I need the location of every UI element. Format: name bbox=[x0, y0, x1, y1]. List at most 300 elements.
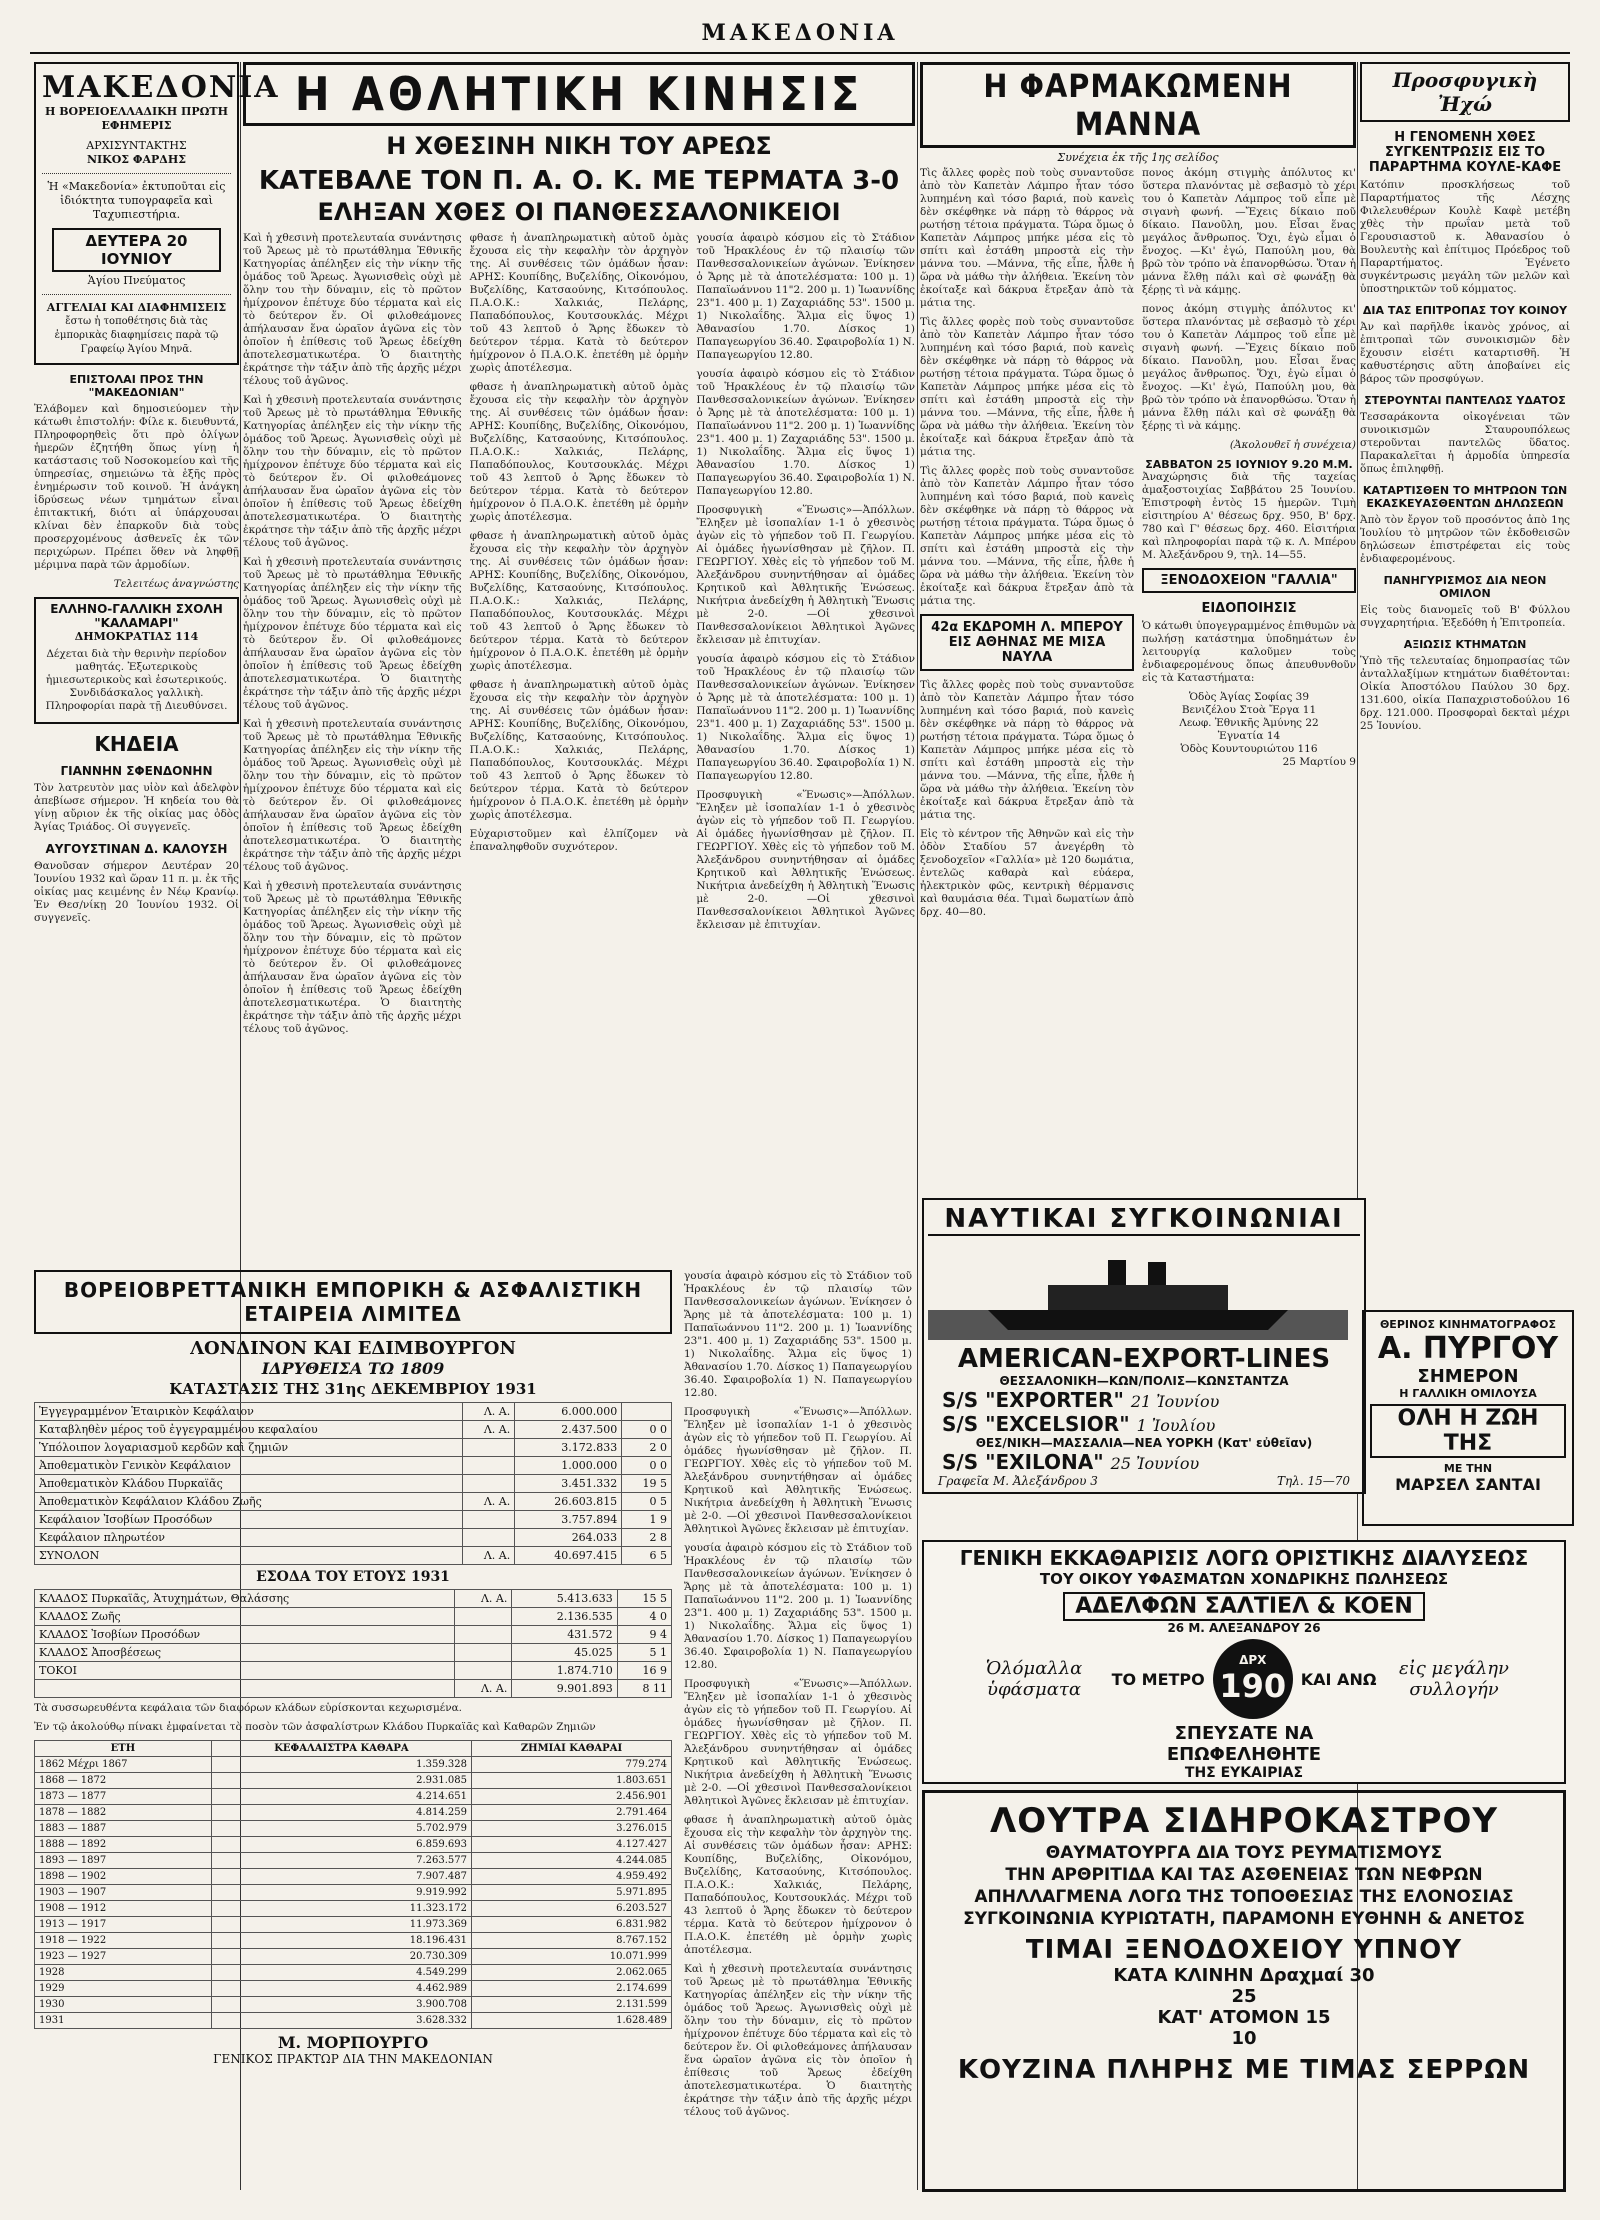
ship-date: 1 Ἰουλίου bbox=[1136, 1416, 1216, 1435]
insurance-state: ΚΑΤΑΣΤΑΣΙΣ ΤΗΣ 31ης ΔΕΚΕΜΒΡΙΟΥ 1931 bbox=[169, 1380, 537, 1398]
ship-funnel bbox=[1108, 1260, 1126, 1285]
sale-firm: ΑΔΕΛΦΩΝ ΣΑΛΤΙΕΛ & ΚΟΕΝ bbox=[1063, 1592, 1425, 1621]
editor-name: ΝΙΚΟΣ ΦΑΡΔΗΣ bbox=[86, 153, 187, 166]
table-cell: 1862 Μέχρι 1867 bbox=[35, 1757, 212, 1773]
table-cell: 5.971.895 bbox=[471, 1885, 671, 1901]
insurance-subtitle: ΛΟΝΔΙΝΟΝ ΚΑΙ ΕΔΙΜΒΟΥΡΓΟΝ bbox=[190, 1338, 516, 1359]
table-cell: Λ. Α. bbox=[462, 1421, 515, 1439]
table-row bbox=[35, 1529, 672, 1547]
table-cell: 2.062.065 bbox=[471, 1965, 671, 1981]
column-rule bbox=[917, 62, 918, 2190]
ship-funnel bbox=[1148, 1262, 1166, 1285]
table-cell bbox=[455, 1626, 512, 1644]
table-cell: 1928 bbox=[35, 1965, 212, 1981]
notice-address: Ὁδὸς Κουντουριώτου 116 bbox=[1180, 743, 1318, 755]
notice-title: ΕΙΔΟΠΟΙΗΣΙΣ bbox=[1201, 601, 1297, 616]
table-cell: 4.214.651 bbox=[211, 1789, 471, 1805]
school-title: ΕΛΛΗΝΟ-ΓΑΛΛΙΚΗ ΣΧΟΛΗ "ΚΑΛΑΜΑΡΙ" bbox=[50, 602, 223, 630]
serial-col bbox=[920, 167, 1134, 925]
serial-text: Τὶς ἄλλες φορὲς ποὺ τοὺς συναντοῦσε ἀπὸ τὸν Καπετὰν Λάμπρο ἦταν τόσο λυπημένη καὶ τόσο βαριά, ποὺ κανεὶς δὲν σκέφθηκε νὰ πάρῃ τὸ θάρρος νὰ ρωτήσῃ τέτοια πράγματα. Τώρα ὅμως ὁ Καπετὰν Λάμπρος μπήκε μέσα εἰς τὸ σπίτι καὶ ἐστάθη μπροστὰ εἰς τὴν μάννα του. —Μάννα, τῆς εἶπε, ἦλθε ἡ ὥρα νὰ μάθω τὴν ἀλήθεια. Ἐκείνη τὸν ἐκοίταξε καὶ δάκρυα ἔτρεξαν ἀπὸ τὰ μάτια της. bbox=[920, 465, 1134, 607]
cinema-film: ΟΛΗ Η ΖΩΗ ΤΗΣ bbox=[1370, 1404, 1566, 1458]
school-text: Δέχεται διὰ τὴν θερινὴν περίοδον μαθητάς. Ἐξωτερικοὺς ἡμιεσωτερικοὺς καὶ ἐσωτερικούς. Συνδιδάσκαλος γαλλικὴ. Πληροφορίαι παρὰ τῇ Διευθύνσει. bbox=[45, 648, 228, 712]
table-cell: ΚΛΑΔΟΣ Ζωῆς bbox=[35, 1608, 455, 1626]
ads-text: ἔστω ἡ τοποθέτησις διὰ τὰς ἐμπορικὰς διαφημίσεις παρὰ τῷ Γραφείῳ Ἁγίου Μηνᾶ. bbox=[54, 316, 219, 355]
table-cell: 1929 bbox=[35, 1981, 212, 1997]
table-row bbox=[35, 1821, 672, 1837]
ads-title: ΑΓΓΕΛΙΑΙ ΚΑΙ ΔΙΑΦΗΜΙΣΕΙΣ bbox=[46, 301, 227, 314]
notice-text: Ὁ κάτωθι ὑπογεγραμμένος ἐπιθυμῶν νὰ πωλήσῃ κατάστημα ὑποδημάτων ἐν λειτουργίᾳ καλοῦμεν τοὺς ἐνδιαφερομένους ὅπως ἀπευθυνθοῦν εἰς τὰ Καταστήματα: bbox=[1142, 620, 1356, 684]
column-header: Προσφυγικὴ Ἠχώ bbox=[1360, 62, 1570, 122]
table-row bbox=[35, 1475, 672, 1493]
sports-text: Εὐχαριστοῦμεν καὶ ἐλπίζομεν νὰ ἐπαναληφθοῦν συχνότερον. bbox=[469, 828, 689, 853]
table-cell: 9 4 bbox=[617, 1626, 671, 1644]
table-row bbox=[35, 1949, 672, 1965]
table-cell: 3.172.833 bbox=[515, 1439, 622, 1457]
article-heading: Η ΓΕΝΟΜΕΝΗ ΧΘΕΣ ΣΥΓΚΕΝΤΡΩΣΙΣ ΕΙΣ ΤΟ ΠΑΡΑΡΤΗΜΑ ΚΟΥΛΕ-ΚΑΦΕ bbox=[1368, 130, 1562, 175]
table-cell: 1868 — 1872 bbox=[35, 1773, 212, 1789]
table-row bbox=[35, 1626, 672, 1644]
table-cell: 1918 — 1922 bbox=[35, 1933, 212, 1949]
sports-col bbox=[696, 232, 915, 1042]
income-table bbox=[34, 1589, 672, 1698]
print-notice: Ἡ «Μακεδονία» ἐκτυποῦται εἰς ἰδιόκτητα τυπογραφεῖα καὶ Ταχυπιεστήρια. bbox=[47, 180, 226, 221]
table-cell: Κεφάλαιον πληρωτέον bbox=[35, 1529, 463, 1547]
sports-text: Καὶ ἡ χθεσινὴ προτελευταία συνάντησις τοῦ Ἄρεως μὲ τὸ πρωτάθλημα Ἐθνικῆς Κατηγορίας ἀπέληξεν εἰς τὴν νίκην τῆς ὁμάδος τοῦ Ἄρεως. Ἀγωνισθεὶς οὐχὶ μὲ ὅλην του τὴν δύναμιν, εἰς τὸ πρῶτον ἡμίχρονον ἐπέτυχε δύο τέρματα καὶ εἰς τὸ δεύτερον ἕν. Οἱ φιλοθεάμονες ἀπήλαυσαν ἕνα ὡραῖον ἀγῶνα εἰς τὸν ὁποῖον ἡ ἐπίθεσις τοῦ Ἄρεως ἐδείχθη ἀποτελεσματικωτέρα. Ὁ διαιτητὴς ἐκράτησε τὴν τάξιν ἀπὸ τῆς ἀρχῆς μέχρι τέλους τοῦ ἀγῶνος. bbox=[243, 394, 462, 549]
table-row bbox=[35, 1590, 672, 1608]
balance-table bbox=[34, 1402, 672, 1565]
table-row bbox=[35, 1853, 672, 1869]
table-cell: 4.127.427 bbox=[471, 1837, 671, 1853]
table-row bbox=[35, 1608, 672, 1626]
spa-prices-title: ΤΙΜΑΙ ΞΕΝΟΔΟΧΕΙΟΥ ΥΠΝΟΥ bbox=[1025, 1935, 1463, 1965]
sports-headline: Η ΧΘΕΣΙΝΗ ΝΙΚΗ ΤΟΥ ΑΡΕΩΣ bbox=[386, 132, 772, 160]
cinema-with: ΜΕ ΤΗΝ bbox=[1443, 1462, 1493, 1475]
table-cell: 4.462.989 bbox=[211, 1981, 471, 1997]
price-amount: 30 bbox=[1349, 1965, 1375, 1986]
sports-banner: Η ΑΘΛΗΤΙΚΗ ΚΙΝΗΣΙΣ bbox=[243, 62, 915, 126]
table-cell: 15 5 bbox=[617, 1590, 671, 1608]
sports-text: γουσία ἀφαιρὸ κόσμου εἰς τὸ Στάδιον τοῦ Ἡρακλέους ἐν τῷ πλαισίῳ τῶν Πανθεσσαλονικείων ἀγώνων. Ἐνίκησεν ὁ Ἄρης μὲ τὰ ἀποτελέσματα: 100 μ. 1) Παπαϊωάννου 11"2. 200 μ. 1) Ἰωαννίδης 23"1. 400 μ. 1) Ζαχαριάδης 53". 1500 μ. 1) Νικολαΐδης. Ἅλμα εἰς ὕψος 1) Ἀθανασίου 1.70. Δίσκος 1) Παπαγεωργίου 36.40. Σφαιροβολία 1) Ν. Παπαγεωργίου 12.80. bbox=[684, 1270, 912, 1399]
price-currency: ΔΡΧ bbox=[1239, 1653, 1267, 1667]
sports-continuation bbox=[684, 1270, 912, 2190]
sports-text: Καὶ ἡ χθεσινὴ προτελευταία συνάντησις τοῦ Ἄρεως μὲ τὸ πρωτάθλημα Ἐθνικῆς Κατηγορίας ἀπέληξεν εἰς τὴν νίκην τῆς ὁμάδος τοῦ Ἄρεως. Ἀγωνισθεὶς οὐχὶ μὲ ὅλην του τὴν δύναμιν, εἰς τὸ πρῶτον ἡμίχρονον ἐπέτυχε δύο τέρματα καὶ εἰς τὸ δεύτερον ἕν. Οἱ φιλοθεάμονες ἀπήλαυσαν ἕνα ὡραῖον ἀγῶνα εἰς τὸν ὁποῖον ἡ ἐπίθεσις τοῦ Ἄρεως ἐδείχθη ἀποτελεσματικωτέρα. Ὁ διαιτητὴς ἐκράτησε τὴν τάξιν ἀπὸ τῆς ἀρχῆς μέχρι τέλους τοῦ ἀγῶνος. bbox=[243, 880, 462, 1035]
sale-price-row bbox=[924, 1639, 1564, 1719]
income-title: ΕΣΟΔΑ ΤΟΥ ΕΤΟΥΣ 1931 bbox=[256, 1569, 450, 1585]
school-address: ΔΗΜΟΚΡΑΤΙΑΣ 114 bbox=[74, 630, 199, 643]
column-header: ΕΤΗ bbox=[35, 1741, 212, 1757]
sports-col bbox=[243, 232, 462, 1042]
sale-cta: ΣΠΕΥΣΑΤΕ ΝΑ bbox=[1174, 1723, 1314, 1744]
serial-col bbox=[1142, 167, 1356, 925]
shipping-office: Γραφεῖα Μ. Ἀλεξάνδρου 3 bbox=[938, 1474, 1098, 1488]
price-amount: 10 bbox=[1231, 2028, 1257, 2049]
editor-label: ΑΡΧΙΣΥΝΤΑΚΤΗΣ bbox=[86, 139, 187, 152]
table-cell: 6.203.527 bbox=[471, 1901, 671, 1917]
school-ad bbox=[34, 597, 239, 724]
price-amount: 15 bbox=[1305, 2007, 1331, 2028]
table-cell: Λ. Α. bbox=[462, 1547, 515, 1565]
spa-title: ΛΟΥΤΡΑ ΣΙΔΗΡΟΚΑΣΤΡΟΥ bbox=[989, 1801, 1499, 1841]
excursion-ad bbox=[920, 614, 1134, 671]
top-rule bbox=[30, 52, 1570, 54]
ship-date: 21 Ἰουνίου bbox=[1130, 1392, 1220, 1411]
table-row bbox=[35, 1403, 672, 1421]
serial-sign: (Ἀκολουθεῖ ἡ συνέχεια) bbox=[1229, 439, 1356, 451]
table-cell: 779.274 bbox=[471, 1757, 671, 1773]
table-cell: 1903 — 1907 bbox=[35, 1885, 212, 1901]
serial-text: πονος ἀκόμη στιγμὴς ἀπόλυτος κι' ὕστερα πλανόντας μὲ σεβασμὸ τὸ χέρι του ὁ Καπετὰν Λάμπρος τοῦ εἶπε μὲ σιγανὴ φωνή. —Ἔχεις δίκαιο ποῦ δίκαιο. Πανοῦλη, μου. Εἶσαι ἕνας μεγάλος ἄνθρωπος. Ὅχι, ἐγὼ εἶμαι ὁ ἔνοχος. —Κι' ἐγώ, Παπούλη μου, θὰ βρῶ τὸν τρόπο νὰ ἐπανορθώσω. Ὅταν ἡ μάννα ἔλθῃ πάλι καὶ σὲ φωνάξῃ θὰ ξέρῃς τὶ νὰ κάμῃς. bbox=[1142, 303, 1356, 432]
table-cell bbox=[462, 1529, 515, 1547]
sale-price-group bbox=[1112, 1639, 1377, 1719]
sports-text: φθασε ἡ ἀναπληρωματικὴ αὐτοῦ ὁμὰς ἔχουσα εἰς τὴν κεφαλὴν τὸν ἀρχηγὸν της. Αἱ συνθέσεις τῶν ὁμάδων ἦσαν: ΑΡΗΣ: Κουπίδης, Βυζελίδης, Οἰκονόμου, Βυζελίδης, Κατσαούνης, Κιτσόπουλος. Π.Α.Ο.Κ.: Χαλκιάς, Πελάρης, Παπαδόπουλος, Κουτσουκλάς. Μέχρι τοῦ 43 λεπτοῦ ὁ Ἄρης ἔδωκεν τὸ δεύτερον τέρμα. Κατὰ τὸ δεύτερον ἡμίχρονον ὁ Π.Α.Ο.Κ. ἐπετέθη μὲ ὁρμὴν χωρὶς ἀποτέλεσμα. bbox=[684, 1814, 912, 1956]
sports-text: γουσία ἀφαιρὸ κόσμου εἰς τὸ Στάδιον τοῦ Ἡρακλέους ἐν τῷ πλαισίῳ τῶν Πανθεσσαλονικείων ἀγώνων. Ἐνίκησεν ὁ Ἄρης μὲ τὰ ἀποτελέσματα: 100 μ. 1) Παπαϊωάννου 11"2. 200 μ. 1) Ἰωαννίδης 23"1. 400 μ. 1) Ζαχαριάδης 53". 1500 μ. 1) Νικολαΐδης. Ἅλμα εἰς ὕψος 1) Ἀθανασίου 1.70. Δίσκος 1) Παπαγεωργίου 36.40. Σφαιροβολία 1) Ν. Παπαγεωργίου 12.80. bbox=[696, 653, 916, 782]
table-cell: 2 0 bbox=[622, 1439, 672, 1457]
table-cell: 8.767.152 bbox=[471, 1933, 671, 1949]
table-cell: 18.196.431 bbox=[211, 1933, 471, 1949]
table-row bbox=[35, 1547, 672, 1565]
table-cell: 6 5 bbox=[622, 1547, 672, 1565]
premium-table bbox=[34, 1740, 672, 2029]
price-label: ΚΑΤ' ΑΤΟΜΟΝ bbox=[1157, 2007, 1300, 2028]
table-cell: 6.831.982 bbox=[471, 1917, 671, 1933]
cinema-title: ΘΕΡΙΝΟΣ ΚΙΝΗΜΑΤΟΓΡΑΦΟΣ bbox=[1379, 1318, 1557, 1331]
sports-text: Καὶ ἡ χθεσινὴ προτελευταία συνάντησις τοῦ Ἄρεως μὲ τὸ πρωτάθλημα Ἐθνικῆς Κατηγορίας ἀπέληξεν εἰς τὴν νίκην τῆς ὁμάδος τοῦ Ἄρεως. Ἀγωνισθεὶς οὐχὶ μὲ ὅλην του τὴν δύναμιν, εἰς τὸ πρῶτον ἡμίχρονον ἐπέτυχε δύο τέρματα καὶ εἰς τὸ δεύτερον ἕν. Οἱ φιλοθεάμονες ἀπήλαυσαν ἕνα ὡραῖον ἀγῶνα εἰς τὸν ὁποῖον ἡ ἐπίθεσις τοῦ Ἄρεως ἐδείχθη ἀποτελεσματικωτέρα. Ὁ διαιτητὴς ἐκράτησε τὴν τάξιν ἀπὸ τῆς ἀρχῆς μέχρι τέλους τοῦ ἀγῶνος. bbox=[243, 232, 462, 387]
table-cell: 3.757.894 bbox=[515, 1511, 622, 1529]
notice-address: Λεωφ. Ἐθνικῆς Ἀμύνης 22 bbox=[1179, 717, 1319, 729]
table-cell: 4.244.085 bbox=[471, 1853, 671, 1869]
table-row bbox=[35, 1837, 672, 1853]
table-cell: 0 0 bbox=[622, 1457, 672, 1475]
table-cell: Ὑπόλοιπον λογαριασμοῦ κερδῶν καὶ ζημιῶν bbox=[35, 1439, 463, 1457]
table-row bbox=[35, 1981, 672, 1997]
table-cell: 9.901.893 bbox=[512, 1680, 617, 1698]
funeral-name: ΑΥΓΟΥΣΤΙΝΑΝ Δ. ΚΑΛΟΥΣΗ bbox=[45, 842, 228, 856]
divider bbox=[42, 294, 231, 295]
sports-text: Καὶ ἡ χθεσινὴ προτελευταία συνάντησις τοῦ Ἄρεως μὲ τὸ πρωτάθλημα Ἐθνικῆς Κατηγορίας ἀπέληξεν εἰς τὴν νίκην τῆς ὁμάδος τοῦ Ἄρεως. Ἀγωνισθεὶς οὐχὶ μὲ ὅλην του τὴν δύναμιν, εἰς τὸ πρῶτον ἡμίχρονον ἐπέτυχε δύο τέρματα καὶ εἰς τὸ δεύτερον ἕν. Οἱ φιλοθεάμονες ἀπήλαυσαν ἕνα ὡραῖον ἀγῶνα εἰς τὸν ὁποῖον ἡ ἐπίθεσις τοῦ Ἄρεως ἐδείχθη ἀποτελεσματικωτέρα. Ὁ διαιτητὴς ἐκράτησε τὴν τάξιν ἀπὸ τῆς ἀρχῆς μέχρι τέλους τοῦ ἀγῶνος. bbox=[684, 1963, 912, 2118]
table-cell: 6.859.693 bbox=[211, 1837, 471, 1853]
paper-title: ΜΑΚΕΔΟΝΙΑ bbox=[42, 70, 280, 105]
table-row bbox=[35, 1789, 672, 1805]
letter-title: ΕΠΙΣΤΟΛΑΙ ΠΡΟΣ ΤΗΝ "ΜΑΚΕΔΟΝΙΑΝ" bbox=[69, 373, 204, 399]
table-cell: 4 0 bbox=[617, 1608, 671, 1626]
table-cell: ΣΥΝΟΛΟΝ bbox=[35, 1547, 463, 1565]
table-cell: 20.730.309 bbox=[211, 1949, 471, 1965]
table-cell: 1883 — 1887 bbox=[35, 1821, 212, 1837]
table-row bbox=[35, 1757, 672, 1773]
sports-text: Προσφυγικὴ «Ἕνωσις»—Ἀπόλλων. Ἔληξεν μὲ ἰσοπαλίαν 1-1 ὁ χθεσινὸς ἀγὼν εἰς τὸ γήπεδον τοῦ Π. Γεωργίου. Αἱ ὁμάδες ἠγωνίσθησαν μὲ ζῆλον. Π. ΓΕΩΡΓΙΟΥ. Χθὲς εἰς τὸ γήπεδον τοῦ Μ. Ἀλεξάνδρου συνηντήθησαν αἱ ὁμάδες Κρητικοῦ καὶ Ἀθλητικῆς Ἑνώσεως. Νικήτρια ἀνεδείχθη ἡ Ἀθλητικὴ Ἕνωσις μὲ 2-0. —Οἱ χθεσινοὶ Πανθεσσαλονίκειοι Ἀθλητικοὶ Ἀγῶνες ἔκλεισαν μὲ ἐπιτυχίαν. bbox=[696, 789, 916, 931]
article-text: Ἀν καὶ παρῆλθε ἱκανὸς χρόνος, αἱ ἐπιτροπαὶ τῶν συνοικισμῶν δὲν ἔχουσιν εἰσέτι καταρτισθῆ. Ἡ καθυστέρησις αὕτη ἀποβαίνει εἰς βάρος τῶν προσφύγων. bbox=[1360, 321, 1570, 385]
table-cell: 4.959.492 bbox=[471, 1869, 671, 1885]
spa-line: ΤΗΝ ΑΡΘΡΙΤΙΔΑ ΚΑΙ ΤΑΣ ΑΣΘΕΝΕΙΑΣ ΤΩΝ ΝΕΦΡΩΝ bbox=[1005, 1865, 1483, 1885]
table-cell: Ἀποθεματικὸν Γενικὸν Κεφάλαιον bbox=[35, 1457, 463, 1475]
table-cell: Ἀποθεματικὸν Κεφάλαιον Κλάδου Ζωῆς bbox=[35, 1493, 463, 1511]
table-cell: 2.456.901 bbox=[471, 1789, 671, 1805]
table-cell: 9.919.992 bbox=[211, 1885, 471, 1901]
sale-up: ΚΑΙ ΑΝΩ bbox=[1300, 1669, 1377, 1689]
sports-col bbox=[470, 232, 689, 1042]
article-text: Κατόπιν προσκλήσεως τοῦ Παραρτήματος τῆς Λέσχης Φιλελευθέρων Κουλὲ Καφὲ μετέβη χθὲς τὴν πρωΐαν μετὰ τοῦ Γερουσιαστοῦ κ. Ἀθανασίου ὁ Βουλευτὴς καὶ ἐπίτιμος Πρόεδρος τοῦ Παραρτήματος. Ἐγένετο συγκέντρωσις μεγάλη τῶν μελῶν καὶ ὑποστηρικτῶν τοῦ κόμματος. bbox=[1360, 179, 1570, 295]
sale-left-text: Ὁλόμαλλα ὑφάσματα bbox=[985, 1658, 1083, 1700]
sports-text: Προσφυγικὴ «Ἕνωσις»—Ἀπόλλων. Ἔληξεν μὲ ἰσοπαλίαν 1-1 ὁ χθεσινὸς ἀγὼν εἰς τὸ γήπεδον τοῦ Π. Γεωργίου. Αἱ ὁμάδες ἠγωνίσθησαν μὲ ζῆλον. Π. ΓΕΩΡΓΙΟΥ. Χθὲς εἰς τὸ γήπεδον τοῦ Μ. Ἀλεξάνδρου συνηντήθησαν αἱ ὁμάδες Κρητικοῦ καὶ Ἀθλητικῆς Ἑνώσεως. Νικήτρια ἀνεδείχθη ἡ Ἀθλητικὴ Ἕνωσις μὲ 2-0. —Οἱ χθεσινοὶ Πανθεσσαλονίκειοι Ἀθλητικοὶ Ἀγῶνες ἔκλεισαν μὲ ἐπιτυχίαν. bbox=[684, 1678, 912, 1807]
table-cell: 1.803.651 bbox=[471, 1773, 671, 1789]
table-cell: 5.413.633 bbox=[512, 1590, 617, 1608]
price-row bbox=[933, 2007, 1555, 2028]
sports-text: φθασε ἡ ἀναπληρωματικὴ αὐτοῦ ὁμὰς ἔχουσα εἰς τὴν κεφαλὴν τὸν ἀρχηγὸν της. Αἱ συνθέσεις τῶν ὁμάδων ἦσαν: ΑΡΗΣ: Κουπίδης, Βυζελίδης, Οἰκονόμου, Βυζελίδης, Κατσαούνης, Κιτσόπουλος. Π.Α.Ο.Κ.: Χαλκιάς, Πελάρης, Παπαδόπουλος, Κουτσουκλάς. Μέχρι τοῦ 43 λεπτοῦ ὁ Ἄρης ἔδωκεν τὸ δεύτερον τέρμα. Κατὰ τὸ δεύτερον ἡμίχρονον ὁ Π.Α.Ο.Κ. ἐπετέθη μὲ ὁρμὴν χωρὶς ἀποτέλεσμα. bbox=[469, 530, 689, 672]
table-cell: 264.033 bbox=[515, 1529, 622, 1547]
spa-ad bbox=[922, 1790, 1566, 2192]
cinema-today: ΣΗΜΕΡΟΝ bbox=[1417, 1366, 1519, 1387]
sports-text: φθασε ἡ ἀναπληρωματικὴ αὐτοῦ ὁμὰς ἔχουσα εἰς τὴν κεφαλὴν τὸν ἀρχηγὸν της. Αἱ συνθέσεις τῶν ὁμάδων ἦσαν: ΑΡΗΣ: Κουπίδης, Βυζελίδης, Οἰκονόμου, Βυζελίδης, Κατσαούνης, Κιτσόπουλος. Π.Α.Ο.Κ.: Χαλκιάς, Πελάρης, Παπαδόπουλος, Κουτσουκλάς. Μέχρι τοῦ 43 λεπτοῦ ὁ Ἄρης ἔδωκεν τὸ δεύτερον τέρμα. Κατὰ τὸ δεύτερον ἡμίχρονον ὁ Π.Α.Ο.Κ. ἐπετέθη μὲ ὁρμὴν χωρὶς ἀποτέλεσμα. bbox=[469, 679, 689, 821]
table-cell: 1.874.710 bbox=[512, 1662, 617, 1680]
funeral-title: ΚΗΔΕΙΑ bbox=[94, 732, 179, 756]
table-cell bbox=[455, 1662, 512, 1680]
table-cell: 1.359.328 bbox=[211, 1757, 471, 1773]
notice-address: Βενιζέλου Στοὰ Ἔργα 11 bbox=[1181, 704, 1317, 716]
ship-name: S/S "EXILONA" bbox=[942, 1450, 1104, 1474]
table-row bbox=[35, 1773, 672, 1789]
sports-text: φθασε ἡ ἀναπληρωματικὴ αὐτοῦ ὁμὰς ἔχουσα εἰς τὴν κεφαλὴν τὸν ἀρχηγὸν της. Αἱ συνθέσεις τῶν ὁμάδων ἦσαν: ΑΡΗΣ: Κουπίδης, Βυζελίδης, Οἰκονόμου, Βυζελίδης, Κατσαούνης, Κιτσόπουλος. Π.Α.Ο.Κ.: Χαλκιάς, Πελάρης, Παπαδόπουλος, Κουτσουκλάς. Μέχρι τοῦ 43 λεπτοῦ ὁ Ἄρης ἔδωκεν τὸ δεύτερον τέρμα. Κατὰ τὸ δεύτερον ἡμίχρονον ὁ Π.Α.Ο.Κ. ἐπετέθη μὲ ὁρμὴν χωρὶς ἀποτέλεσμα. bbox=[469, 232, 689, 374]
letter-signature: Τελειτέως ἀναγνώστης bbox=[113, 578, 239, 590]
funeral-text: Τὸν λατρευτὸν μας υἱὸν καὶ ἀδελφὸν ἀπεβίωσε σήμερον. Ἡ κηδεία του θὰ γίνῃ αὔριον ἐκ τῆς οἰκίας μας ὁδὸς Ἀγίας Τριάδος. Οἱ συγγενεῖς. bbox=[34, 782, 239, 833]
serial-text: Τὶς ἄλλες φορὲς ποὺ τοὺς συναντοῦσε ἀπὸ τὸν Καπετὰν Λάμπρο ἦταν τόσο λυπημένη καὶ τόσο βαριά, ποὺ κανεὶς δὲν σκέφθηκε νὰ πάρῃ τὸ θάρρος νὰ ρωτήσῃ τέτοια πράγματα. Τώρα ὅμως ὁ Καπετὰν Λάμπρος μπήκε μέσα εἰς τὸ σπίτι καὶ ἐστάθη μπροστὰ εἰς τὴν μάννα του. —Μάννα, τῆς εἶπε, ἦλθε ἡ ὥρα νὰ μάθω τὴν ἀλήθεια. Ἐκείνη τὸν ἐκοίταξε καὶ δάκρυα ἔτρεξαν ἀπὸ τὰ μάτια της. bbox=[920, 679, 1134, 821]
article-text: Ἀπὸ τὸν ἔργον τοῦ προσόντος ἀπὸ 1ης Ἰουλίου τὸ μητρῶον τῶν ἐκδοθεισῶν δηλώσεων ἐπιστρέφεται εἰς τοὺς ἐνδιαφερομένους. bbox=[1360, 514, 1570, 565]
cinema-star: ΜΑΡΣΕΛ ΣΑΝΤΑΙ bbox=[1395, 1475, 1541, 1494]
shipping-title: ΝΑΥΤΙΚΑΙ ΣΥΓΚΟΙΝΩΝΙΑΙ bbox=[928, 1204, 1360, 1236]
ship-date: 25 Ἰουνίου bbox=[1110, 1454, 1200, 1473]
serial-body bbox=[920, 167, 1356, 925]
table-cell: 40.697.415 bbox=[515, 1547, 622, 1565]
shipping-line: AMERICAN-EXPORT-LINES bbox=[957, 1344, 1331, 1374]
excursion-subtitle: ΕΙΣ ΑΘΗΝΑΣ ΜΕ ΜΙΣΑ ΝΑΥΛΑ bbox=[948, 635, 1106, 665]
spa-line: ΑΠΗΛΛΑΓΜΕΝΑ ΛΟΓΩ ΤΗΣ ΤΟΠΟΘΕΣΙΑΣ ΤΗΣ ΕΛΟΝΟΣΙΑΣ bbox=[974, 1887, 1514, 1907]
table-cell: 1908 — 1912 bbox=[35, 1901, 212, 1917]
table-cell: 5 1 bbox=[617, 1644, 671, 1662]
table-cell: 7.907.487 bbox=[211, 1869, 471, 1885]
table-cell bbox=[455, 1644, 512, 1662]
table-row bbox=[35, 1901, 672, 1917]
sports-text: γουσία ἀφαιρὸ κόσμου εἰς τὸ Στάδιον τοῦ Ἡρακλέους ἐν τῷ πλαισίῳ τῶν Πανθεσσαλονικείων ἀγώνων. Ἐνίκησεν ὁ Ἄρης μὲ τὰ ἀποτελέσματα: 100 μ. 1) Παπαϊωάννου 11"2. 200 μ. 1) Ἰωαννίδης 23"1. 400 μ. 1) Ζαχαριάδης 53". 1500 μ. 1) Νικολαΐδης. Ἅλμα εἰς ὕψος 1) Ἀθανασίου 1.70. Δίσκος 1) Παπαγεωργίου 36.40. Σφαιροβολία 1) Ν. Παπαγεωργίου 12.80. bbox=[696, 232, 916, 361]
table-row bbox=[35, 1421, 672, 1439]
excursion-title: 42α ΕΚΔΡΟΜΗ Λ. ΜΠΕΡΟΥ bbox=[931, 620, 1123, 635]
table-cell: 1888 — 1892 bbox=[35, 1837, 212, 1853]
table-row bbox=[35, 1644, 672, 1662]
notice-address: Ὁδὸς Ἁγίας Σοφίας 39 bbox=[1188, 691, 1310, 703]
table-cell: 4.549.299 bbox=[211, 1965, 471, 1981]
table-cell: 1873 — 1877 bbox=[35, 1789, 212, 1805]
refugee-column bbox=[1360, 62, 1570, 1520]
shipping-ad bbox=[922, 1198, 1366, 1494]
shipping-route: ΘΕΣΣΑΛΟΝΙΚΗ—ΚΩΝ/ΠΟΛΙΣ—ΚΩΝΣΤΑΝΤΖΑ bbox=[999, 1374, 1289, 1388]
table-cell: Ἀποθεματικὸν Κλάδου Πυρκαϊᾶς bbox=[35, 1475, 463, 1493]
cinema-ad bbox=[1362, 1310, 1574, 1526]
table-cell: 11.323.172 bbox=[211, 1901, 471, 1917]
table-cell bbox=[462, 1475, 515, 1493]
table-cell: 1878 — 1882 bbox=[35, 1805, 212, 1821]
funeral-name: ΓΙΑΝΝΗΝ ΣΦΕΝΔΟΝΗΝ bbox=[60, 764, 213, 778]
table-cell: 2.131.599 bbox=[471, 1997, 671, 2013]
table-row bbox=[35, 1493, 672, 1511]
table-cell: ΚΛΑΔΟΣ Ἀποσβέσεως bbox=[35, 1644, 455, 1662]
table-cell: 2.136.535 bbox=[512, 1608, 617, 1626]
sports-column bbox=[243, 62, 915, 1262]
column-header: ΖΗΜΙΑΙ ΚΑΘΑΡΑΙ bbox=[471, 1741, 671, 1757]
sale-cta: ΤΗΣ ΕΥΚΑΙΡΙΑΣ bbox=[1184, 1765, 1304, 1781]
agent-title: ΓΕΝΙΚΟΣ ΠΡΑΚΤΩΡ ΔΙΑ ΤΗΝ ΜΑΚΕΔΟΝΙΑΝ bbox=[213, 2052, 493, 2066]
table-cell: 3.451.332 bbox=[515, 1475, 622, 1493]
table-caption: Ἐν τῷ ἀκολούθῳ πίνακι ἐμφαίνεται τὸ ποσὸν τῶν ἀσφαλίστρων Κλάδου Πυρκαϊᾶς καὶ Καθαρῶν Ζημιῶν bbox=[34, 1721, 596, 1733]
article-heading: ΣΤΕΡΟΥΝΤΑΙ ΠΑΝΤΕΛΩΣ ΥΔΑΤΟΣ bbox=[1364, 394, 1566, 407]
table-cell: 26.603.815 bbox=[515, 1493, 622, 1511]
price-amount: 25 bbox=[1231, 1986, 1257, 2007]
sale-per: ΤΟ ΜΕΤΡΟ bbox=[1111, 1669, 1205, 1689]
serial-title: Η ΦΑΡΜΑΚΩΜΕΝΗ ΜΑΝΝΑ bbox=[920, 62, 1356, 148]
sale-cta: ΕΠΩΦΕΛΗΘΗΤΕ bbox=[1166, 1744, 1322, 1765]
sports-text: Καὶ ἡ χθεσινὴ προτελευταία συνάντησις τοῦ Ἄρεως μὲ τὸ πρωτάθλημα Ἐθνικῆς Κατηγορίας ἀπέληξεν εἰς τὴν νίκην τῆς ὁμάδος τοῦ Ἄρεως. Ἀγωνισθεὶς οὐχὶ μὲ ὅλην του τὴν δύναμιν, εἰς τὸ πρῶτον ἡμίχρονον ἐπέτυχε δύο τέρματα καὶ εἰς τὸ δεύτερον ἕν. Οἱ φιλοθεάμονες ἀπήλαυσαν ἕνα ὡραῖον ἀγῶνα εἰς τὸν ὁποῖον ἡ ἐπίθεσις τοῦ Ἄρεως ἐδείχθη ἀποτελεσματικωτέρα. Ὁ διαιτητὴς ἐκράτησε τὴν τάξιν ἀπὸ τῆς ἀρχῆς μέχρι τέλους τοῦ ἀγῶνος. bbox=[243, 556, 462, 711]
sale-address: 26 Μ. ΑΛΕΞΑΝΔΡΟΥ 26 bbox=[1167, 1621, 1321, 1635]
funeral-text: Θανοῦσαν σήμερον Δευτέραν 20 Ἰουνίου 1932 καὶ ὥραν 11 π. μ. ἐκ τῆς οἰκίας μας κειμένης ἐν Νέῳ Κρανίῳ. Ἐν Θεσ/νίκῃ 20 Ἰουνίου 1932. Οἱ συγγενεῖς. bbox=[34, 860, 239, 924]
table-cell bbox=[462, 1457, 515, 1475]
table-row bbox=[35, 1997, 672, 2013]
table-cell bbox=[622, 1403, 672, 1421]
table-row bbox=[35, 1680, 672, 1698]
table-row bbox=[35, 1457, 672, 1475]
divider bbox=[42, 173, 231, 174]
table-cell: 5.702.979 bbox=[211, 1821, 471, 1837]
table-cell: 19 5 bbox=[622, 1475, 672, 1493]
page-masthead: ΜΑΚΕΔΟΝΙΑ bbox=[701, 20, 899, 46]
table-cell: Ἐγγεγραμμένον Ἑταιρικὸν Κεφάλαιον bbox=[35, 1403, 463, 1421]
table-cell: 8 11 bbox=[617, 1680, 671, 1698]
sports-text: Καὶ ἡ χθεσινὴ προτελευταία συνάντησις τοῦ Ἄρεως μὲ τὸ πρωτάθλημα Ἐθνικῆς Κατηγορίας ἀπέληξεν εἰς τὴν νίκην τῆς ὁμάδος τοῦ Ἄρεως. Ἀγωνισθεὶς οὐχὶ μὲ ὅλην του τὴν δύναμιν, εἰς τὸ πρῶτον ἡμίχρονον ἐπέτυχε δύο τέρματα καὶ εἰς τὸ δεύτερον ἕν. Οἱ φιλοθεάμονες ἀπήλαυσαν ἕνα ὡραῖον ἀγῶνα εἰς τὸν ὁποῖον ἡ ἐπίθεσις τοῦ Ἄρεως ἐδείχθη ἀποτελεσματικωτέρα. Ὁ διαιτητὴς ἐκράτησε τὴν τάξιν ἀπὸ τῆς ἀρχῆς μέχρι τέλους τοῦ ἀγῶνος. bbox=[243, 718, 462, 873]
shipping-contact bbox=[928, 1474, 1360, 1488]
sports-subheadline: ΕΛΗΞΑΝ ΧΘΕΣ ΟΙ ΠΑΝΘΕΣΣΑΛΟΝΙΚΕΙΟΙ bbox=[317, 198, 841, 226]
table-cell: 11.973.369 bbox=[211, 1917, 471, 1933]
table-cell: 1.000.000 bbox=[515, 1457, 622, 1475]
table-cell: 1893 — 1897 bbox=[35, 1853, 212, 1869]
table-cell: 4.814.259 bbox=[211, 1805, 471, 1821]
table-cell: 1930 bbox=[35, 1997, 212, 2013]
table-cell bbox=[35, 1680, 455, 1698]
sports-text: φθασε ἡ ἀναπληρωματικὴ αὐτοῦ ὁμὰς ἔχουσα εἰς τὴν κεφαλὴν τὸν ἀρχηγὸν της. Αἱ συνθέσεις τῶν ὁμάδων ἦσαν: ΑΡΗΣ: Κουπίδης, Βυζελίδης, Οἰκονόμου, Βυζελίδης, Κατσαούνης, Κιτσόπουλος. Π.Α.Ο.Κ.: Χαλκιάς, Πελάρης, Παπαδόπουλος, Κουτσουκλάς. Μέχρι τοῦ 43 λεπτοῦ ὁ Ἄρης ἔδωκεν τὸ δεύτερον τέρμα. Κατὰ τὸ δεύτερον ἡμίχρονον ὁ Π.Α.Ο.Κ. ἐπετέθη μὲ ὁρμὴν χωρὶς ἀποτέλεσμα. bbox=[469, 381, 689, 523]
ship-hull bbox=[988, 1310, 1288, 1330]
table-cell bbox=[462, 1511, 515, 1529]
sale-ad bbox=[922, 1540, 1566, 1784]
table-cell: 2.174.699 bbox=[471, 1981, 671, 1997]
article-text: Εἰς τοὺς διανομεῖς τοῦ Β' Φύλλου συγχαρητήρια. Ἐξεδόθη ἡ Ἐπιτροπεία. bbox=[1360, 604, 1570, 629]
price-row bbox=[933, 1965, 1555, 1986]
cinema-name: Α. ΠΥΡΓΟΥ bbox=[1377, 1331, 1559, 1366]
insurance-founded: ΙΔΡΥΘΕΙΣΑ ΤΩ 1809 bbox=[261, 1359, 445, 1378]
shipping-route: ΘΕΣ/ΝΙΚΗ—ΜΑΣΣΑΛΙΑ—ΝΕΑ ΥΟΡΚΗ (Κατ' εὐθεῖαν) bbox=[975, 1436, 1313, 1450]
table-cell: Κεφάλαιον Ἰσοβίων Προσόδων bbox=[35, 1511, 463, 1529]
table-row bbox=[35, 1869, 672, 1885]
table-cell: 1 9 bbox=[622, 1511, 672, 1529]
serial-text: Εἰς τὸ κέντρον τῆς Ἀθηνῶν καὶ εἰς τὴν ὁδὸν Σταδίου 57 ἀνεγέρθη τὸ ξενοδοχεῖον «Γαλλία» μὲ 120 δωμάτια, ἐντελῶς καθαρὰ καὶ εὐάερα, ἠλεκτρικὸν φῶς, κεντρικὴ θέρμανσις καὶ θαυμάσια θέα. Τιμαὶ δωματίων ἀπὸ δρχ. 40—80. bbox=[920, 828, 1134, 918]
table-cell: Λ. Α. bbox=[455, 1680, 512, 1698]
ship-illustration bbox=[928, 1240, 1348, 1340]
sale-title: ΓΕΝΙΚΗ ΕΚΚΑΘΑΡΙΣΙΣ ΛΟΓΩ ΟΡΙΣΤΙΚΗΣ ΔΙΑΛΥΣΕΩΣ bbox=[959, 1546, 1529, 1570]
table-row bbox=[35, 1917, 672, 1933]
feast-day: Ἁγίου Πνεύματος bbox=[87, 274, 186, 287]
table-row bbox=[35, 1933, 672, 1949]
excursion-text: Ἀναχώρησις διὰ τῆς ταχείας ἁμαξοστοιχίας Σαββάτου 25 Ἰουνίου. Ἐπιστροφὴ ἐντὸς 15 ἡμερῶν. Τιμὴ εἰσιτηρίου Α' θέσεως δρχ. 950, Β' δρχ. 780 καὶ Γ' θέσεως δρχ. 460. Εἰσιτήρια καὶ πληροφορίαι παρὰ τῷ κ. Λ. Μπέρου Μ. Ἀλεξάνδρου 9, τηλ. 14—55. bbox=[1142, 471, 1356, 561]
ship-entry bbox=[928, 1412, 1360, 1436]
sports-text: γουσία ἀφαιρὸ κόσμου εἰς τὸ Στάδιον τοῦ Ἡρακλέους ἐν τῷ πλαισίῳ τῶν Πανθεσσαλονικείων ἀγώνων. Ἐνίκησεν ὁ Ἄρης μὲ τὰ ἀποτελέσματα: 100 μ. 1) Παπαϊωάννου 11"2. 200 μ. 1) Ἰωαννίδης 23"1. 400 μ. 1) Ζαχαριάδης 53". 1500 μ. 1) Νικολαΐδης. Ἅλμα εἰς ὕψος 1) Ἀθανασίου 1.70. Δίσκος 1) Παπαγεωργίου 36.40. Σφαιροβολία 1) Ν. Παπαγεωργίου 12.80. bbox=[696, 368, 916, 497]
article-heading: ΔΙΑ ΤΑΣ ΕΠΙΤΡΟΠΑΣ ΤΟΥ ΚΟΙΝΟΥ bbox=[1362, 304, 1568, 317]
table-cell: 0 5 bbox=[622, 1493, 672, 1511]
table-row bbox=[35, 1662, 672, 1680]
price-value: 190 bbox=[1219, 1667, 1287, 1705]
table-cell: 2 8 bbox=[622, 1529, 672, 1547]
table-cell: ΚΛΑΔΟΣ Ἰσοβίων Προσόδων bbox=[35, 1626, 455, 1644]
excursion-date: ΣΑΒΒΑΤΟΝ 25 ΙΟΥΝΙΟΥ 9.20 Μ.Μ. bbox=[1145, 458, 1353, 471]
table-cell: 1.628.489 bbox=[471, 2013, 671, 2029]
table-cell: 2.791.464 bbox=[471, 1805, 671, 1821]
ship-name: S/S "EXCELSIOR" bbox=[942, 1412, 1130, 1436]
table-row bbox=[35, 1439, 672, 1457]
table-row bbox=[35, 1885, 672, 1901]
ship-entry bbox=[928, 1388, 1360, 1412]
table-cell: 1913 — 1917 bbox=[35, 1917, 212, 1933]
ship-name: S/S "EXPORTER" bbox=[942, 1388, 1124, 1412]
table-cell: 3.900.708 bbox=[211, 1997, 471, 2013]
serial-text: Τὶς ἄλλες φορὲς ποὺ τοὺς συναντοῦσε ἀπὸ τὸν Καπετὰν Λάμπρο ἦταν τόσο λυπημένη καὶ τόσο βαριά, ποὺ κανεὶς δὲν σκέφθηκε νὰ πάρῃ τὸ θάρρος νὰ ρωτήσῃ τέτοια πράγματα. Τώρα ὅμως ὁ Καπετὰν Λάμπρος μπήκε μέσα εἰς τὸ σπίτι καὶ ἐστάθη μπροστὰ εἰς τὴν μάννα του. —Μάννα, τῆς εἶπε, ἦλθε ἡ ὥρα νὰ μάθω τὴν ἀλήθεια. Ἐκείνη τὸν ἐκοίταξε καὶ δάκρυα ἔτρεξαν ἀπὸ τὰ μάτια της. bbox=[920, 316, 1134, 458]
price-row bbox=[933, 2028, 1555, 2049]
letter-text: Ἐλάβομεν καὶ δημοσιεύομεν τὴν κάτωθι ἐπιστολήν: Φίλε κ. διευθυντά, Πληροφορηθεὶς ὅτι πρὸ ὀλίγων ἡμερῶν ἐζητήθη ὅπως γίνῃ ἡ κατάστασις τοῦ Νοσοκομείου καὶ τῆς ὑπηρεσίας, σημειώνω τὰ ἑξῆς πρὸς ἐνημέρωσιν τοῦ κοινοῦ. Ἡ ἀνάγκη ἱδρύσεως νέων τμημάτων εἶναι ἐπιτακτική, διότι αἱ ὑπάρχουσαι κλίναι δὲν ἐπαρκοῦν διὰ τοὺς προσερχομένους ἀσθενεῖς ἐκ τῶν περιχώρων. Πρέπει ὅθεν νὰ ληφθῇ μέριμνα παρὰ τῶν ἁρμοδίων. bbox=[34, 403, 239, 571]
table-cell: 10.071.999 bbox=[471, 1949, 671, 1965]
serial-text: πονος ἀκόμη στιγμὴς ἀπόλυτος κι' ὕστερα πλανόντας μὲ σεβασμὸ τὸ χέρι του ὁ Καπετὰν Λάμπρος τοῦ εἶπε μὲ σιγανὴ φωνή. —Ἔχεις δίκαιο ποῦ δίκαιο. Πανοῦλη, μου. Εἶσαι ἕνας μεγάλος ἄνθρωπος. Ὅχι, ἐγὼ εἶμαι ὁ ἔνοχος. —Κι' ἐγώ, Παπούλη μου, θὰ βρῶ τὸν τρόπο νὰ ἐπανορθώσω. Ὅταν ἡ μάννα ἔλθῃ πάλι καὶ σὲ φωνάξῃ θὰ ξέρῃς τὶ νὰ κάμῃς. bbox=[1142, 167, 1356, 296]
spa-line: ΘΑΥΜΑΤΟΥΡΓΑ ΔΙΑ ΤΟΥΣ ΡΕΥΜΑΤΙΣΜΟΥΣ bbox=[1045, 1843, 1443, 1863]
article-heading: ΚΑΤΑΡΤΙΣΘΕΝ ΤΟ ΜΗΤΡΩΟΝ ΤΩΝ ΕΚΑΣΚΕΥΑΣΘΕΝΤΩΝ ΔΗΛΩΣΕΩΝ bbox=[1362, 484, 1568, 510]
table-cell: 0 0 bbox=[622, 1421, 672, 1439]
table-row bbox=[35, 1511, 672, 1529]
column-header: ΚΕΦΑΛΑΙΣΤΡΑ ΚΑΘΑΡΑ bbox=[211, 1741, 471, 1757]
sports-body bbox=[243, 232, 915, 1042]
insurance-title: ΒΟΡΕΙΟΒΡΕΤΤΑΝΙΚΗ ΕΜΠΟΡΙΚΗ & ΑΣΦΑΛΙΣΤΙΚΗ ΕΤΑΙΡΕΙΑ ΛΙΜΙΤΕΔ bbox=[34, 1270, 672, 1334]
table-cell bbox=[462, 1439, 515, 1457]
price-row bbox=[933, 1986, 1555, 2007]
table-cell: Λ. Α. bbox=[462, 1403, 515, 1421]
agent-name: Μ. ΜΟΡΠΟΥΡΓΟ bbox=[277, 2033, 429, 2052]
sports-text: γουσία ἀφαιρὸ κόσμου εἰς τὸ Στάδιον τοῦ Ἡρακλέους ἐν τῷ πλαισίῳ τῶν Πανθεσσαλονικείων ἀγώνων. Ἐνίκησεν ὁ Ἄρης μὲ τὰ ἀποτελέσματα: 100 μ. 1) Παπαϊωάννου 11"2. 200 μ. 1) Ἰωαννίδης 23"1. 400 μ. 1) Ζαχαριάδης 53". 1500 μ. 1) Νικολαΐδης. Ἅλμα εἰς ὕψος 1) Ἀθανασίου 1.70. Δίσκος 1) Παπαγεωργίου 36.40. Σφαιροβολία 1) Ν. Παπαγεωργίου 12.80. bbox=[684, 1542, 912, 1671]
notice-date: 25 Μαρτίου 9 bbox=[1282, 756, 1356, 768]
table-cell: ΚΛΑΔΟΣ Πυρκαϊᾶς, Ἀτυχημάτων, Θαλάσσης bbox=[35, 1590, 455, 1608]
table-cell: 1923 — 1927 bbox=[35, 1949, 212, 1965]
table-cell: ΤΟΚΟΙ bbox=[35, 1662, 455, 1680]
table-cell: 45.025 bbox=[512, 1644, 617, 1662]
sports-text: Προσφυγικὴ «Ἕνωσις»—Ἀπόλλων. Ἔληξεν μὲ ἰσοπαλίαν 1-1 ὁ χθεσινὸς ἀγὼν εἰς τὸ γήπεδον τοῦ Π. Γεωργίου. Αἱ ὁμάδες ἠγωνίσθησαν μὲ ζῆλον. Π. ΓΕΩΡΓΙΟΥ. Χθὲς εἰς τὸ γήπεδον τοῦ Μ. Ἀλεξάνδρου συνηντήθησαν αἱ ὁμάδες Κρητικοῦ καὶ Ἀθλητικῆς Ἑνώσεως. Νικήτρια ἀνεδείχθη ἡ Ἀθλητικὴ Ἕνωσις μὲ 2-0. —Οἱ χθεσινοὶ Πανθεσσαλονίκειοι Ἀθλητικοὶ Ἀγῶνες ἔκλεισαν μὲ ἐπιτυχίαν. bbox=[684, 1406, 912, 1535]
table-cell: 3.628.332 bbox=[211, 2013, 471, 2029]
table-cell: 6.000.000 bbox=[515, 1403, 622, 1421]
table-row bbox=[35, 1965, 672, 1981]
table-row bbox=[35, 1805, 672, 1821]
hotel-title: ΞΕΝΟΔΟΧΕΙΟΝ "ΓΑΛΛΙΑ" bbox=[1142, 568, 1356, 593]
table-cell: 2.931.085 bbox=[211, 1773, 471, 1789]
price-label: ΚΑΤΑ ΚΛΙΝΗΝ Δραχμαί bbox=[1113, 1965, 1344, 1986]
article-text: Τεσσαράκοντα οἰκογένειαι τῶν συνοικισμῶν Σταυρουπόλεως στεροῦνται παντελῶς ὕδατος. Παρακαλεῖται ἡ ἁρμοδία ὑπηρεσία ὅπως ἐπιληφθῇ. bbox=[1360, 411, 1570, 475]
table-cell: Καταβληθὲν μέρος τοῦ ἐγγεγραμμένου κεφαλαίου bbox=[35, 1421, 463, 1439]
table-cell: Λ. Α. bbox=[455, 1590, 512, 1608]
ship-entry bbox=[928, 1450, 1360, 1474]
insurance-note: Τὰ συσσωρευθέντα κεφάλαια τῶν διαφόρων κλάδων εὑρίσκονται κεχωρισμένα. bbox=[34, 1702, 463, 1714]
spa-kitchen: ΚΟΥΖΙΝΑ ΠΛΗΡΗΣ ΜΕ ΤΙΜΑΣ ΣΕΡΡΩΝ bbox=[957, 2055, 1531, 2085]
table-cell: 431.572 bbox=[512, 1626, 617, 1644]
sale-right-text: εἰς μεγάλην συλλογήν bbox=[1399, 1658, 1509, 1700]
sports-headline-main: ΚΑΤΕΒΑΛΕ ΤΟΝ Π. Α. Ο. Κ. ΜΕ ΤΕΡΜΑΤΑ 3-0 bbox=[258, 166, 900, 196]
notice-address: Ἐγνατία 14 bbox=[1217, 730, 1281, 742]
price-circle bbox=[1213, 1639, 1293, 1719]
table-cell bbox=[455, 1608, 512, 1626]
